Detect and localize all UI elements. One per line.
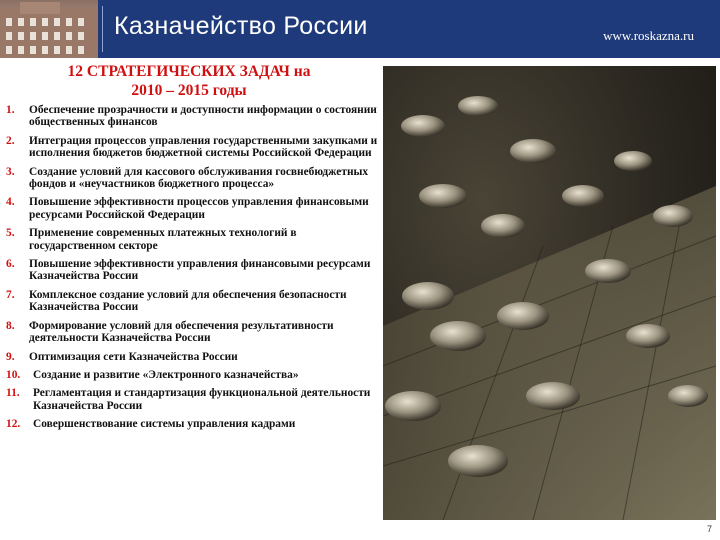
- list-item: [6, 166, 384, 191]
- list-item-text: Регламентация и стандартизация функциональной деятельности Казначейства России: [33, 387, 371, 412]
- header-divider: [102, 6, 103, 52]
- list-item-text: Комплексное создание условий для обеспечения безопасности Казначейства России: [29, 288, 347, 314]
- list-item: [6, 135, 384, 160]
- list-item: [6, 387, 384, 412]
- list-item: [6, 320, 384, 345]
- list-item-number: 10.: [6, 368, 21, 381]
- list-item-number: 3.: [6, 165, 15, 178]
- strategic-tasks-list: [6, 104, 384, 437]
- list-item-text: Создание и развитие «Электронного казначейства»: [33, 368, 299, 381]
- list-item: [6, 418, 384, 430]
- slide-title: [0, 62, 378, 100]
- list-item-number: 8.: [6, 319, 15, 332]
- coins-checkerboard-photo: [383, 66, 716, 520]
- list-item-text: Интеграция процессов управления государственными закупками и исполнения бюджетов бюджетной системы Российской Федерации: [29, 134, 378, 160]
- list-item: [6, 289, 384, 314]
- page-number: 7: [706, 524, 712, 534]
- building-logo-image: [0, 0, 98, 58]
- header-bar: [0, 0, 720, 58]
- header-url: www.roskazna.ru: [603, 28, 694, 43]
- list-item: [6, 227, 384, 252]
- list-item: [6, 258, 384, 283]
- list-item-text: Повышение эффективности управления финансовыми ресурсами Казначейства России: [29, 258, 371, 283]
- header-title: Казначейство России: [114, 12, 368, 40]
- list-item-text: Совершенствование системы управления кадрами: [33, 418, 296, 431]
- list-item-text: Обеспечение прозрачности и доступности информации о состоянии общественных финансов: [29, 104, 377, 129]
- list-item-number: 1.: [6, 104, 15, 116]
- list-item-text: Повышение эффективности процессов управления финансовыми ресурсами Российской Федерации: [29, 196, 369, 221]
- list-item-number: 2.: [6, 134, 15, 147]
- list-item-text: Применение современных платежных технологий в государственном секторе: [29, 227, 297, 252]
- list-item-number: 7.: [6, 288, 15, 301]
- slide-title-line-1: 12 СТРАТЕГИЧЕСКИХ ЗАДАЧ на: [67, 63, 311, 80]
- list-item: [6, 369, 384, 381]
- list-item-text: Формирование условий для обеспечения результативности деятельности Казначейства России: [29, 319, 334, 345]
- list-item-text: Создание условий для кассового обслуживания госвнебюджетных фондов и «неучастников бюджетного процесса»: [29, 165, 369, 191]
- list-item-number: 11.: [6, 387, 20, 400]
- list-item-number: 12.: [6, 418, 21, 431]
- list-item: [6, 104, 384, 129]
- list-item-number: 5.: [6, 227, 15, 240]
- list-item-text: Оптимизация сети Казначейства России: [29, 350, 238, 363]
- list-item: [6, 351, 384, 363]
- list-item-number: 9.: [6, 350, 15, 363]
- list-item-number: 4.: [6, 196, 15, 209]
- list-item-number: 6.: [6, 258, 15, 271]
- list-item: [6, 196, 384, 221]
- slide-title-line-2: 2010 – 2015 годы: [131, 82, 247, 99]
